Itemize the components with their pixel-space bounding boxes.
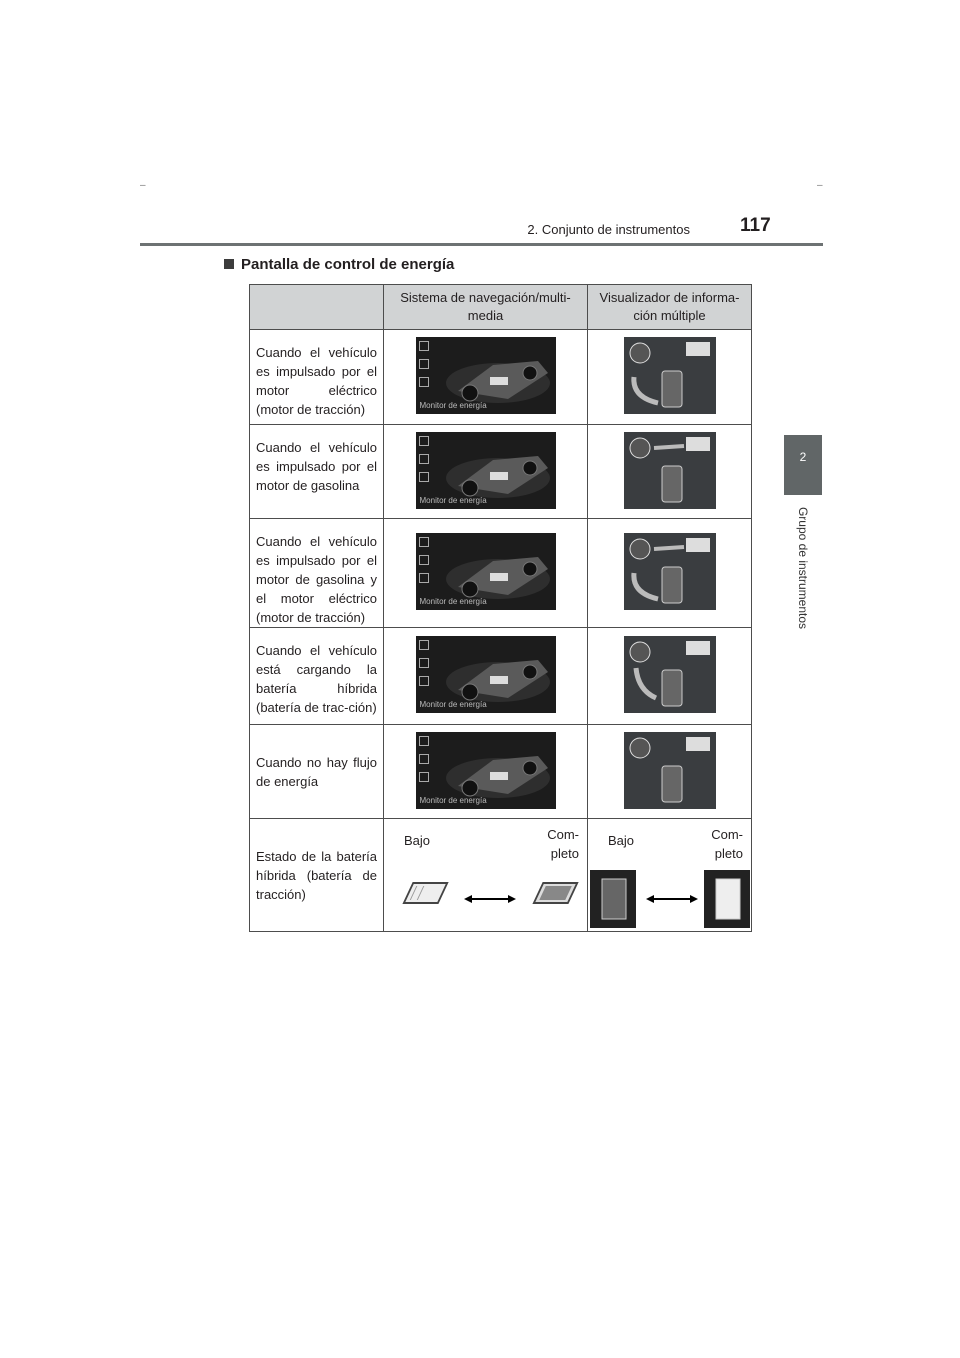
car-diagram-icon xyxy=(438,343,556,409)
screen-caption: Monitor de energía xyxy=(419,700,487,709)
chapter-tab: 2 xyxy=(784,435,822,495)
page-number: 117 xyxy=(740,215,771,236)
car-diagram-icon xyxy=(438,738,556,804)
row-condition: Cuando el vehículo es impulsado por el motor eléctrico (motor de tracción) xyxy=(250,330,384,425)
navigation-screen-cell xyxy=(384,519,588,628)
row-condition: Cuando el vehículo está cargando la batería híbrida (batería de trac-ción) xyxy=(250,628,384,725)
energy-monitor-screen xyxy=(416,432,556,509)
battery-low-label: Bajo xyxy=(608,833,635,848)
multi-info-screen xyxy=(624,337,716,414)
crop-mark-right: – xyxy=(817,180,823,191)
navigation-screen-cell xyxy=(384,425,588,519)
energy-monitor-screen xyxy=(416,732,556,809)
car-diagram-icon xyxy=(438,438,556,504)
energy-monitor-screen xyxy=(416,337,556,414)
energy-monitor-screen xyxy=(416,636,556,713)
multi-info-screen-cell xyxy=(588,519,752,628)
row-condition: Cuando el vehículo es impulsado por el motor de gasolina y el motor eléctrico (motor de tracción) xyxy=(250,519,384,628)
table-header-empty xyxy=(250,285,384,330)
table-row-battery xyxy=(250,819,752,932)
navigation-screen-cell xyxy=(384,330,588,425)
table-row xyxy=(250,330,752,425)
screen-caption: Monitor de energía xyxy=(419,401,487,410)
row-condition: Cuando no hay flujo de energía xyxy=(250,725,384,819)
running-header: 2. Conjunto de instrumentos xyxy=(527,222,690,237)
table-row xyxy=(250,628,752,725)
screen-caption: Monitor de energía xyxy=(419,795,487,805)
multi-info-screen xyxy=(624,432,716,509)
multi-info-screen-cell xyxy=(588,330,752,425)
car-diagram-icon xyxy=(438,642,556,708)
navigation-screen-cell xyxy=(384,628,588,725)
table-row xyxy=(250,519,752,628)
section-heading: Pantalla de control de energía xyxy=(224,256,454,273)
screen-caption: Monitor de energía xyxy=(419,495,487,505)
multi-info-screen xyxy=(624,533,716,610)
multi-info-screen xyxy=(624,732,716,809)
table-header-navigation: Sistema de navegación/multi-media xyxy=(384,285,588,330)
multi-info-screen-cell xyxy=(588,725,752,819)
bullet-square-icon xyxy=(224,259,234,269)
table-row xyxy=(250,725,752,819)
screen-caption: Monitor de energía xyxy=(419,597,487,606)
row-condition: Cuando el vehículo es impulsado por el motor de gasolina xyxy=(250,425,384,519)
navigation-battery-cell xyxy=(384,819,588,932)
multi-info-screen-cell xyxy=(588,425,752,519)
row-condition: Estado de la batería híbrida (batería de tracción) xyxy=(250,819,384,932)
table-header-multi-info: Visualizador de informa-ción múltiple xyxy=(588,285,752,330)
multi-info-screen-cell xyxy=(588,628,752,725)
table-row xyxy=(250,425,752,519)
battery-gauge-scale-icon xyxy=(590,869,750,931)
energy-monitor-screen xyxy=(416,533,556,610)
crop-mark-left: – xyxy=(140,180,146,191)
header-rule xyxy=(140,243,823,246)
battery-full-label: Com-pleto xyxy=(547,827,579,861)
multi-info-battery-cell xyxy=(588,819,752,932)
battery-full-label: Com-pleto xyxy=(711,827,743,861)
energy-monitor-table xyxy=(249,284,752,932)
car-diagram-icon xyxy=(438,539,556,605)
battery-scale-icon xyxy=(394,877,584,917)
navigation-screen-cell xyxy=(384,725,588,819)
chapter-side-label: Grupo de instrumentos xyxy=(796,506,810,629)
battery-low-label: Bajo xyxy=(404,833,431,848)
table-header-row xyxy=(250,285,752,330)
multi-info-screen xyxy=(624,636,716,713)
